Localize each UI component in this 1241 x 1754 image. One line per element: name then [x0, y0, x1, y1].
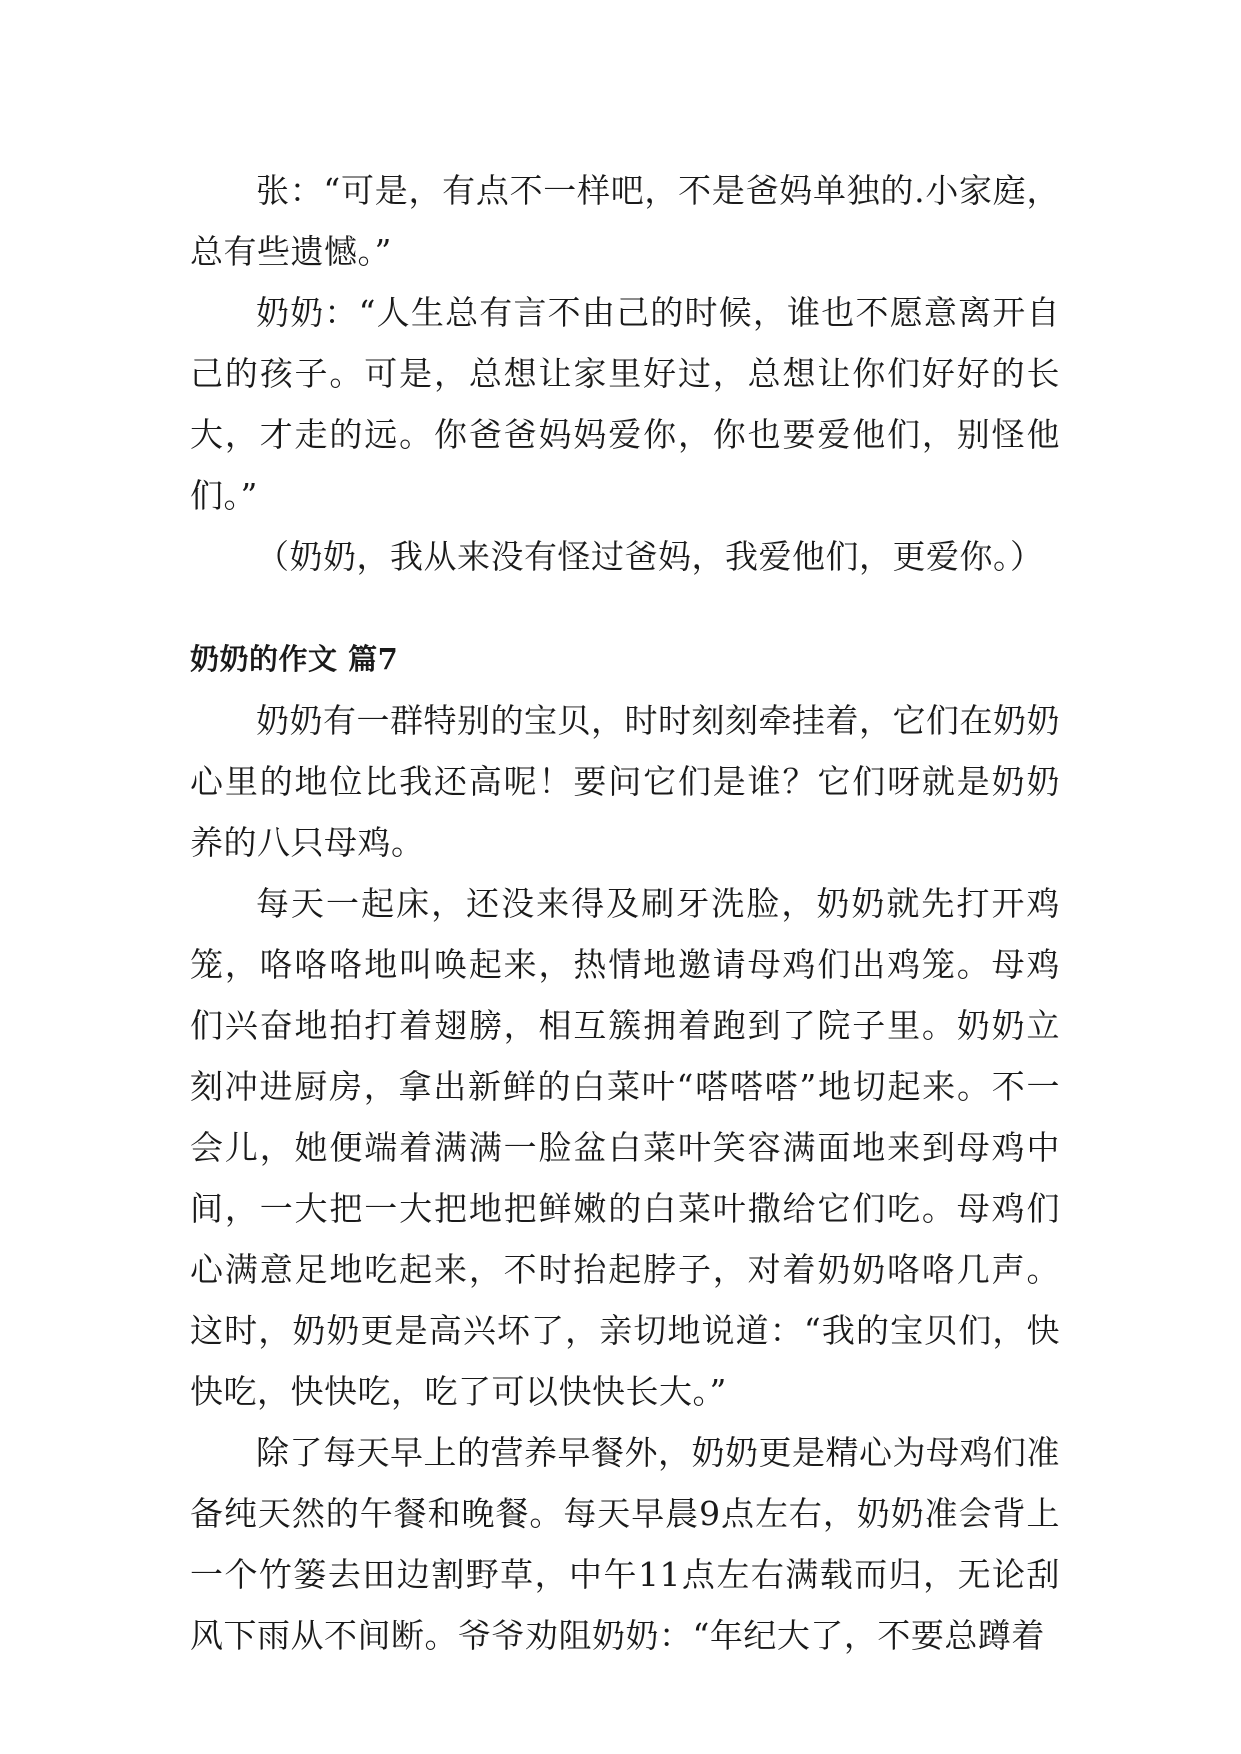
dialogue-paragraph-grandma: 奶奶：“人生总有言不由己的时候，谁也不愿意离开自己的孩子。可是，总想让家里好过，总想让你们好好的长大，才走的远。你爸爸妈妈爱你，你也要爱他们，别怪他们。”: [190, 293, 1060, 515]
essay-section-title: 奶奶的作文 篇7: [190, 642, 399, 676]
essay-paragraph-3: 除了每天早上的营养早餐外，奶奶更是精心为母鸡们准备纯天然的午餐和晚餐。每天早晨9点左右，奶奶准会背上一个竹篓去田边割野草，中午11点左右满载而归，无论刮风下雨从不间断。爷爷劝阻奶奶：“年纪大了，不要总蹲着: [190, 1433, 1060, 1655]
dialogue-paragraph-zhang: 张：“可是，有点不一样吧，不是爸妈单独的.小家庭，总有些遗憾。”: [190, 171, 1060, 271]
narrator-aside-paragraph: （奶奶，我从来没有怪过爸妈，我爱他们，更爱你。）: [256, 537, 1044, 576]
essay-paragraph-2: 每天一起床，还没来得及刷牙洗脸，奶奶就先打开鸡笼，咯咯咯地叫唤起来，热情地邀请母鸡们出鸡笼。母鸡们兴奋地拍打着翅膀，相互簇拥着跑到了院子里。奶奶立刻冲进厨房，拿出新鲜的白菜叶“嗒嗒嗒”地切起来。不一会儿，她便端着满满一脸盆白菜叶笑容满面地来到母鸡中间，一大把一大把地把鲜嫩的白菜叶撒给它们吃。母鸡们心满意足地吃起来，不时抬起脖子，对着奶奶咯咯几声。这时，奶奶更是高兴坏了，亲切地说道：“我的宝贝们，快快吃，快快吃，吃了可以快快长大。”: [190, 884, 1060, 1411]
document-page: [190, 160, 1060, 1666]
essay-paragraph-1: 奶奶有一群特别的宝贝，时时刻刻牵挂着，它们在奶奶心里的地位比我还高呢！要问它们是谁？它们呀就是奶奶养的八只母鸡。: [190, 701, 1060, 862]
